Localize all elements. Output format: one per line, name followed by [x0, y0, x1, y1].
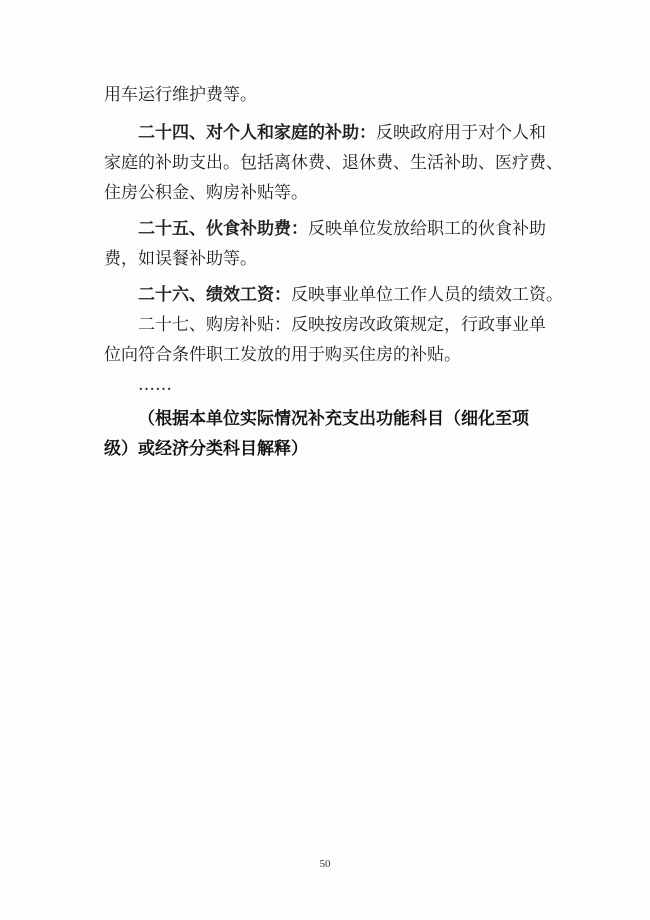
paragraph-24-line-2: 家庭的补助支出。包括离休费、退休费、生活补助、医疗费、	[104, 153, 563, 173]
paragraph-27-line-1: 二十七、购房补贴：反映按房改政策规定，行政事业单	[138, 315, 546, 335]
note-line-2: 级）或经济分类科目解释）	[104, 439, 308, 459]
page-number: 50	[319, 858, 331, 870]
note-line-1: （根据本单位实际情况补充支出功能科目（细化至项	[138, 409, 529, 429]
paragraph-27-line-2: 位向符合条件职工发放的用于购买住房的补贴。	[104, 345, 461, 365]
paragraph-24-line-1	[138, 120, 546, 146]
paragraph-26-text: 反映事业单位工作人员的绩效工资。	[291, 285, 563, 305]
paragraph-24-text: 反映政府用于对个人和	[376, 123, 546, 143]
ellipsis: ……	[138, 375, 172, 395]
paragraph-24-title: 二十四、对个人和家庭的补助：	[138, 123, 376, 143]
paragraph-26-title: 二十六、绩效工资：	[138, 285, 291, 305]
paragraph-24-line-3: 住房公积金、购房补贴等。	[104, 183, 308, 203]
paragraph-25-line-2: 费，如误餐补助等。	[104, 249, 257, 269]
line-vehicle-maintenance: 用车运行维护费等。	[104, 85, 257, 105]
paragraph-25-title: 二十五、伙食补助费：	[138, 219, 308, 239]
paragraph-25-text: 反映单位发放给职工的伙食补助	[308, 219, 546, 239]
paragraph-26	[138, 282, 563, 308]
paragraph-25-line-1	[138, 216, 546, 242]
